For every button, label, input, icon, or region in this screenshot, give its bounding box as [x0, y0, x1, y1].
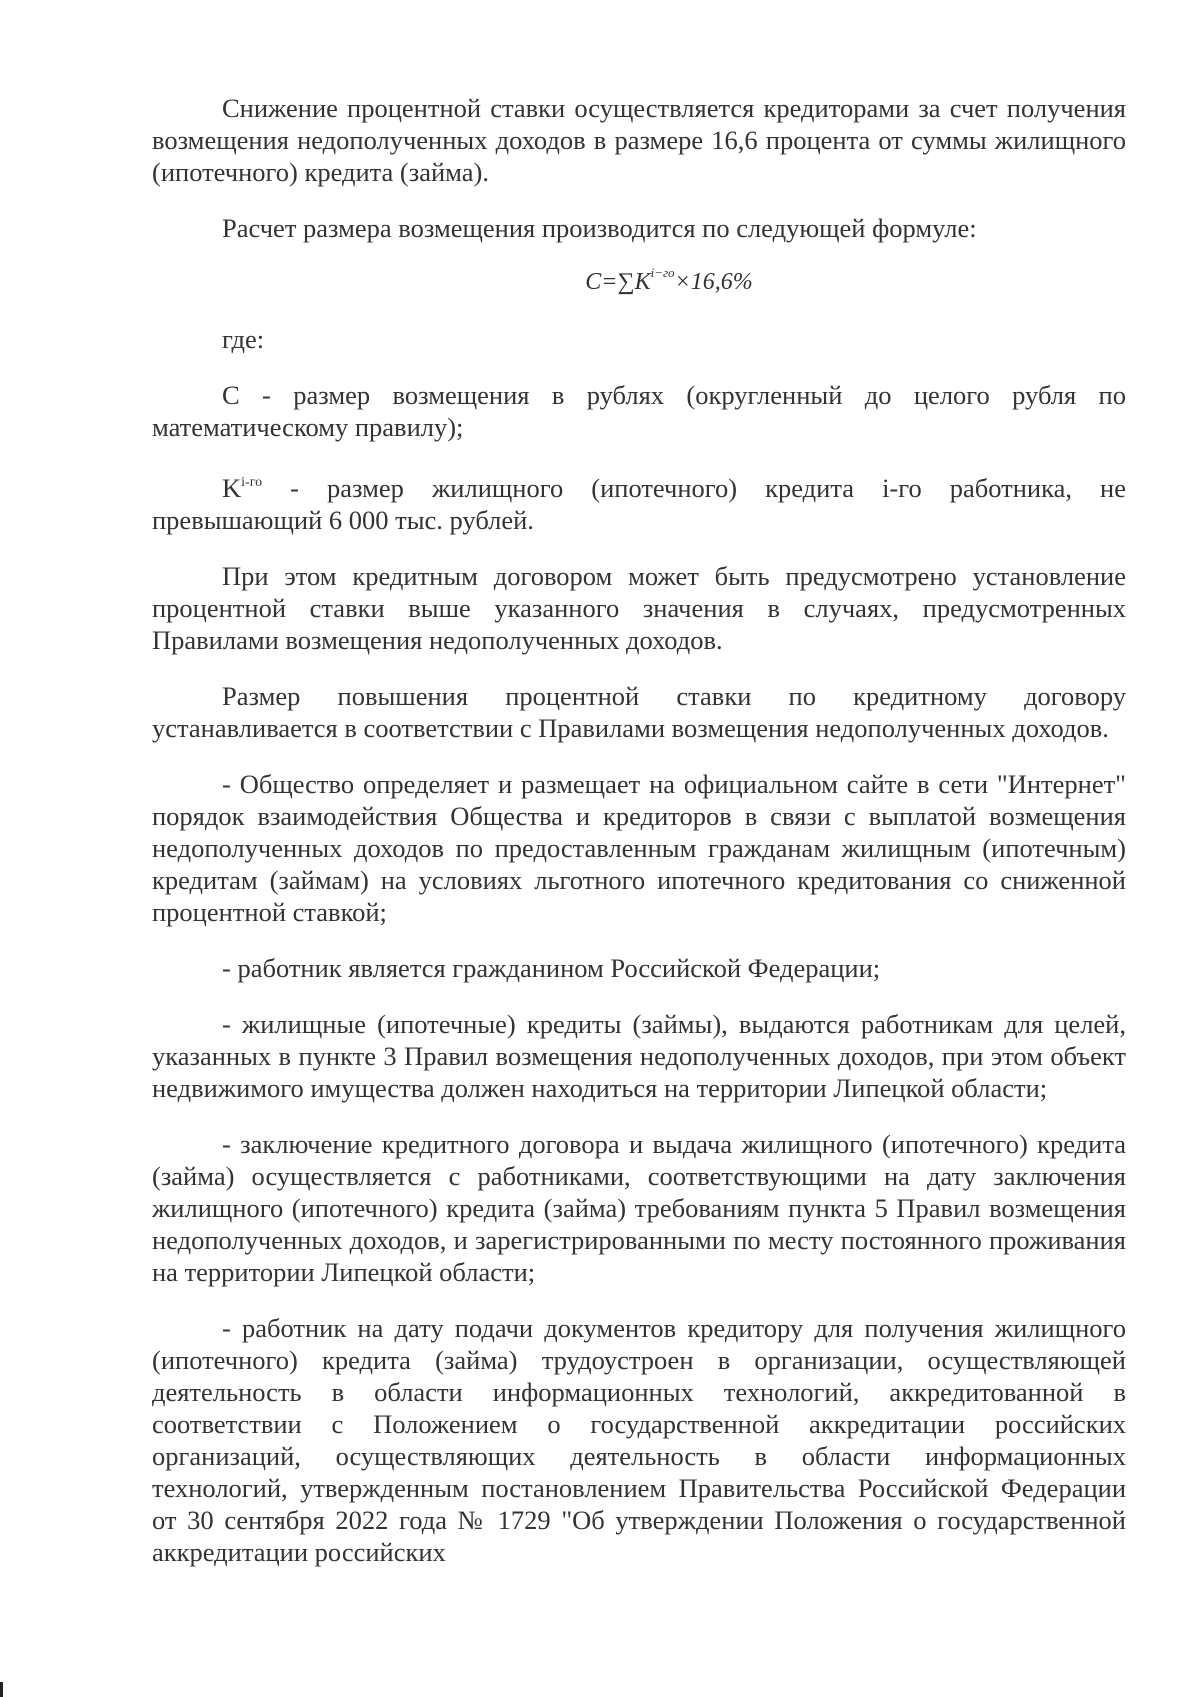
paragraph-c-definition: С - размер возмещения в рублях (округленный до целого рубля по математическому правилу);	[152, 380, 1126, 442]
k-definition-text: - размер жилищного (ипотечного) кредита i-го работника, не превышающий 6 000 тыс. рублей.	[152, 473, 1126, 535]
scan-edge-mark	[0, 1682, 3, 1697]
paragraph-k-definition	[152, 467, 1126, 536]
paragraph-higher-rate: При этом кредитным договором может быть предусмотрено установление процентной ставки выше указанного значения в случаях, предусмотренных Правилами возмещения недополученных доходов.	[152, 561, 1126, 655]
k-superscript: i-го	[241, 475, 263, 490]
list-item-citizenship: - работник является гражданином Российской Федерации;	[222, 953, 881, 983]
document-body	[152, 92, 1126, 1592]
formula-lhs: C=∑K	[585, 269, 651, 295]
paragraph-formula-intro: Расчет размера возмещения производится по следующей формуле:	[222, 213, 977, 243]
k-symbol: K	[222, 473, 242, 503]
list-item-employment: - работник на дату подачи документов кредитору для получения жилищного (ипотечного) кредита (займа) трудоустроен в организации, осуществляющей деятельность в области информационных технологий, аккредитованной в соответствии с Положением о государственной аккредитации российских организаций, осуществляющих деятельность в области информационных технологий, утвержденным постановлением Правительства Российской Федерации от 30 сентября 2022 года № 1729 "Об утверждении Положения о государственной аккредитации российских	[152, 1313, 1126, 1567]
formula-rhs: ×16,6%	[674, 269, 753, 295]
list-item-website: - Общество определяет и размещает на официальном сайте в сети "Интернет" порядок взаимодействия Общества и кредиторов в связи с выплатой возмещения недополученных доходов по предоставленным гражданам жилищным (ипотечным) кредитам (займам) на условиях льготного ипотечного кредитования со сниженной процентной ставкой;	[152, 769, 1126, 927]
paragraph-rate-increase: Размер повышения процентной ставки по кредитному договору устанавливается в соответствии с Правилами возмещения недополученных доходов.	[152, 681, 1126, 743]
compensation-formula	[152, 258, 1126, 297]
list-item-loan-purpose: - жилищные (ипотечные) кредиты (займы), выдаются работникам для целей, указанных в пункте 3 Правил возмещения недополученных доходов, при этом объект недвижимого имущества должен находиться на территории Липецкой области;	[152, 1009, 1126, 1103]
list-item-contract-conclusion: - заключение кредитного договора и выдача жилищного (ипотечного) кредита (займа) осуществляется с работниками, соответствующими на дату заключения жилищного (ипотечного) кредита (займа) требованиям пункта 5 Правил возмещения недополученных доходов, и зарегистрированными по месту постоянного проживания на территории Липецкой области;	[152, 1129, 1126, 1287]
formula-superscript: i−го	[650, 265, 675, 280]
paragraph-where: где:	[222, 324, 265, 354]
paragraph-rate-reduction: Снижение процентной ставки осуществляется кредиторами за счет получения возмещения недополученных доходов в размере 16,6 процента от суммы жилищного (ипотечного) кредита (займа).	[152, 93, 1126, 187]
